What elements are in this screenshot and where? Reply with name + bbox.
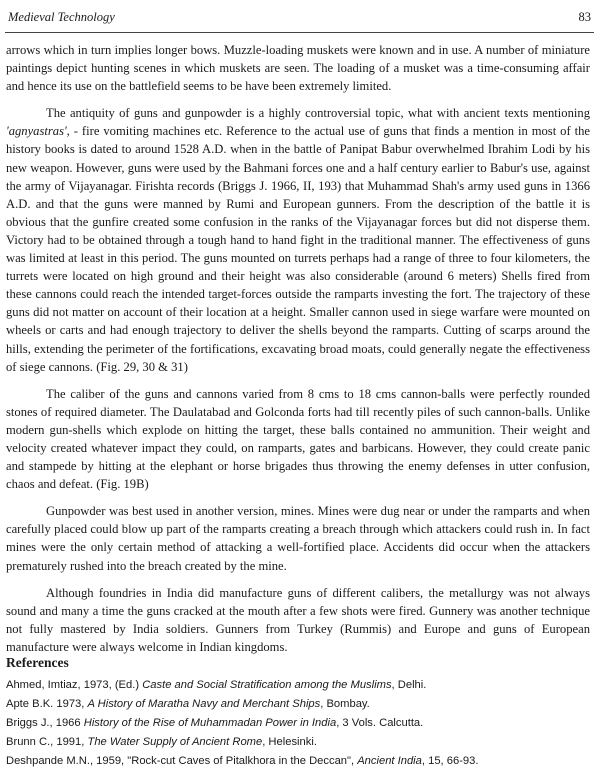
header-rule [5, 32, 594, 33]
reference-title: Caste and Social Stratification among the Muslims [142, 679, 392, 691]
paragraph-caliber: The caliber of the guns and cannons varied from 8 cms to 18 cms cannon-balls were perfectly rounded stones of required diameter. The Daulatabad and Golconda forts had till recently piles of such cannon-balls. Unlike modern gun-shells which explode on hitting the target, these balls contained no ammunition. Their weight and velocity created whatever impact they could, on ramparts, gates and barbicans. However, they could create panic and stampede by hitting at the elephant or horse brigades thus throwing the enemy defenses in utter confusion, chaos and defeat. (Fig. 19B) [6, 386, 590, 492]
reference-item: Deshpande M.N., 1959, "Rock-cut Caves of Pitalkhora in the Deccan", Ancient India, 15, 66-93. [6, 755, 479, 767]
paragraph-guns-history [6, 104, 590, 375]
running-head: Medieval Technology [8, 10, 115, 24]
paragraph-text: The antiquity of guns and gunpowder is a highly controversial topic, what with ancient texts mentioning [46, 106, 590, 121]
reference-title: History of the Rise of Muhammadan Power in India [83, 717, 337, 729]
references-heading: References [6, 655, 69, 670]
page-number: 83 [578, 10, 591, 24]
reference-title: Ancient India [357, 755, 422, 767]
paragraph-gunpowder-mines: Gunpowder was best used in another version, mines. Mines were dug near or under the ramparts and when carefully placed could blow up part of the ramparts creating a breach through which attackers could rush in. In fact mines were the only certain method of attacking a well-fortified place. Accidents did occur when the attackers prematurely rushed into the breach created by the mine. [6, 504, 590, 573]
reference-item: Apte B.K. 1973, A History of Maratha Navy and Merchant Ships, Bombay. [6, 698, 370, 710]
paragraph-foundries: Although foundries in India did manufacture guns of different calibers, the metallurgy was not always sound and many a time the guns cracked at the mouth after a few shots were fired. Gunnery was another technique not fully mastered by India soldiers. Gunners from Turkey (Rummis) and Europe and guns of European manufacture were always welcome in Indian kingdoms. [6, 585, 590, 654]
reference-item: Briggs J., 1966 History of the Rise of Muhammadan Power in India, 3 Vols. Calcutta. [6, 717, 424, 729]
references-section [6, 655, 590, 771]
term-agnyastras: 'agnyastras' [6, 124, 67, 139]
reference-item: Ahmed, Imtiaz, 1973, (Ed.) Caste and Social Stratification among the Muslims, Delhi. [6, 679, 427, 691]
reference-title: A History of Maratha Navy and Merchant Ships [87, 698, 321, 710]
paragraph-text: , - fire vomiting machines etc. Reference to the actual use of guns that finds a mention in most of the history books is dated to around 1528 A.D. when in the battle of Panipat Babur overwhelmed Ibrahim Lodi by his new weapon. However, guns were used by the Bahmani forces one and a half century earlier to Babur's use, against the army of Vijayanagar. Firishta records (Briggs J. 1966, II, 193) that Muhammad Shah's army used guns in 1366 A.D. and that the guns were manned by Rumi and European gunners. From the description of the battle it is obvious that the gunfire created some confusion in the ranks of the Vijayanagar forces but did not disperse them. Victory had to be obtained through a tough hand to hand fight in the traditional manner. The effectiveness of guns was limited at least in this period. The guns mounted on turrets perhaps had a range of three to four kilometers, the turrets were located on high ground and their height was also considerable (around 6 meters) Shells fired from these cannons could reach the intended target-forces outside the ramparts investing the fort. The trajectory of these guns did not matter on account of their location at a height. Smaller cannon used in siege warfare were mounted on wheels or carts and had enough trajectory to deliver the shells beyond the ramparts. Cutting of scarps around the hills, extending the perimeter of the fortifications, excavating broad moats, could generally negate the effectiveness of siege cannons. (Fig. 29, 30 & 31) [6, 124, 590, 374]
paragraph-continued: arrows which in turn implies longer bows. Muzzle-loading muskets were known and in use. A number of miniature paintings depict hunting scenes in which muskets are seen. The loading of a musket was a time-consuming affair and hence its use on the battlefield seems to be have been extremely limited. [6, 43, 590, 94]
reference-item: Brunn C., 1991, The Water Supply of Ancient Rome, Helesinki. [6, 736, 317, 748]
body-text [6, 41, 590, 665]
reference-title: The Water Supply of Ancient Rome [87, 736, 263, 748]
